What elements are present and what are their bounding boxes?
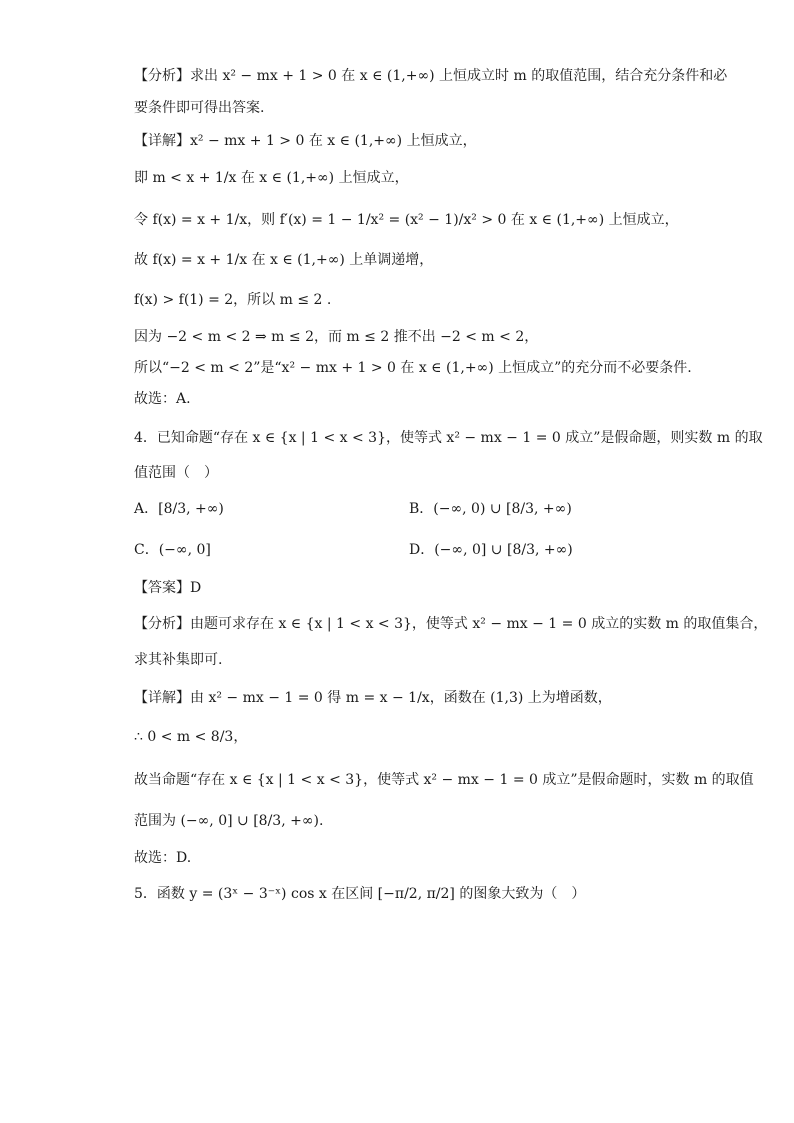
detail-tag: 【详解】 — [134, 133, 190, 149]
q4-detail-line4: 范围为 (−∞, 0] ∪ [8/3, +∞). — [134, 813, 324, 829]
q3-analysis-line1: 【分析】求出 x² − mx + 1 > 0 在 x ∈ (1,+∞) 上恒成立时 m 的取值范围，结合充分条件和必 — [134, 68, 728, 84]
q3-detail-line4: 故 f(x) = x + 1/x 在 x ∈ (1,+∞) 上单调递增， — [134, 252, 434, 268]
q3-detail-line1: 【详解】x² − mx + 1 > 0 在 x ∈ (1,+∞) 上恒成立， — [134, 133, 477, 149]
q4-stem-line2: 值范围（ ） — [134, 465, 218, 481]
q3-detail-line6: 因为 −2 < m < 2 ⇒ m ≤ 2，而 m ≤ 2 推不出 −2 < m < 2， — [134, 329, 539, 345]
q4-detail-line1: 【详解】由 x² − mx − 1 = 0 得 m = x − 1/x，函数在 (1,3) 上为增函数， — [134, 690, 612, 706]
analysis-tag: 【分析】 — [134, 68, 190, 84]
q3-detail-line3: 令 f(x) = x + 1/x，则 f′(x) = 1 − 1/x² = (x² − 1)/x² > 0 在 x ∈ (1,+∞) 上恒成立， — [134, 212, 679, 228]
q4-option-d: D．(−∞, 0] ∪ [8/3, +∞) — [409, 542, 573, 558]
q3-choice: 故选：A. — [134, 391, 191, 407]
q4-option-a: A．[8/3, +∞) — [134, 501, 224, 517]
q4-choice: 故选：D. — [134, 850, 192, 866]
q4-analysis-line1: 【分析】由题可求存在 x ∈ {x | 1 < x < 3}，使等式 x² − mx − 1 = 0 成立的实数 m 的取值集合， — [134, 616, 768, 632]
detail-tag: 【详解】 — [134, 690, 190, 706]
q4-analysis-line2: 求其补集即可. — [134, 652, 223, 668]
q4-answer: 【答案】D — [134, 580, 202, 596]
q4-option-b: B．(−∞, 0) ∪ [8/3, +∞) — [409, 501, 572, 517]
q3-detail-line5: f(x) > f(1) = 2，所以 m ≤ 2 . — [134, 292, 332, 308]
q4-detail-line3: 故当命题“存在 x ∈ {x | 1 < x < 3}，使等式 x² − mx − 1 = 0 成立”是假命题时，实数 m 的取值 — [134, 772, 754, 788]
q4-stem-line1: 4．已知命题“存在 x ∈ {x | 1 < x < 3}，使等式 x² − mx − 1 = 0 成立”是假命题，则实数 m 的取 — [134, 430, 763, 446]
q3-analysis-line2: 要条件即可得出答案. — [134, 100, 265, 116]
q5-stem: 5．函数 y = (3ˣ − 3⁻ˣ) cos x 在区间 [−π/2, π/2] 的图象大致为（ ） — [134, 886, 586, 902]
q3-detail-line7: 所以“−2 < m < 2”是“x² − mx + 1 > 0 在 x ∈ (1,+∞) 上恒成立”的充分而不必要条件. — [134, 360, 692, 376]
analysis-tag: 【分析】 — [134, 616, 190, 632]
q4-option-c: C．(−∞, 0] — [134, 542, 211, 558]
q4-detail-line2: ∴ 0 < m < 8/3， — [134, 729, 248, 745]
q3-detail-line2: 即 m < x + 1/x 在 x ∈ (1,+∞) 上恒成立， — [134, 170, 409, 186]
